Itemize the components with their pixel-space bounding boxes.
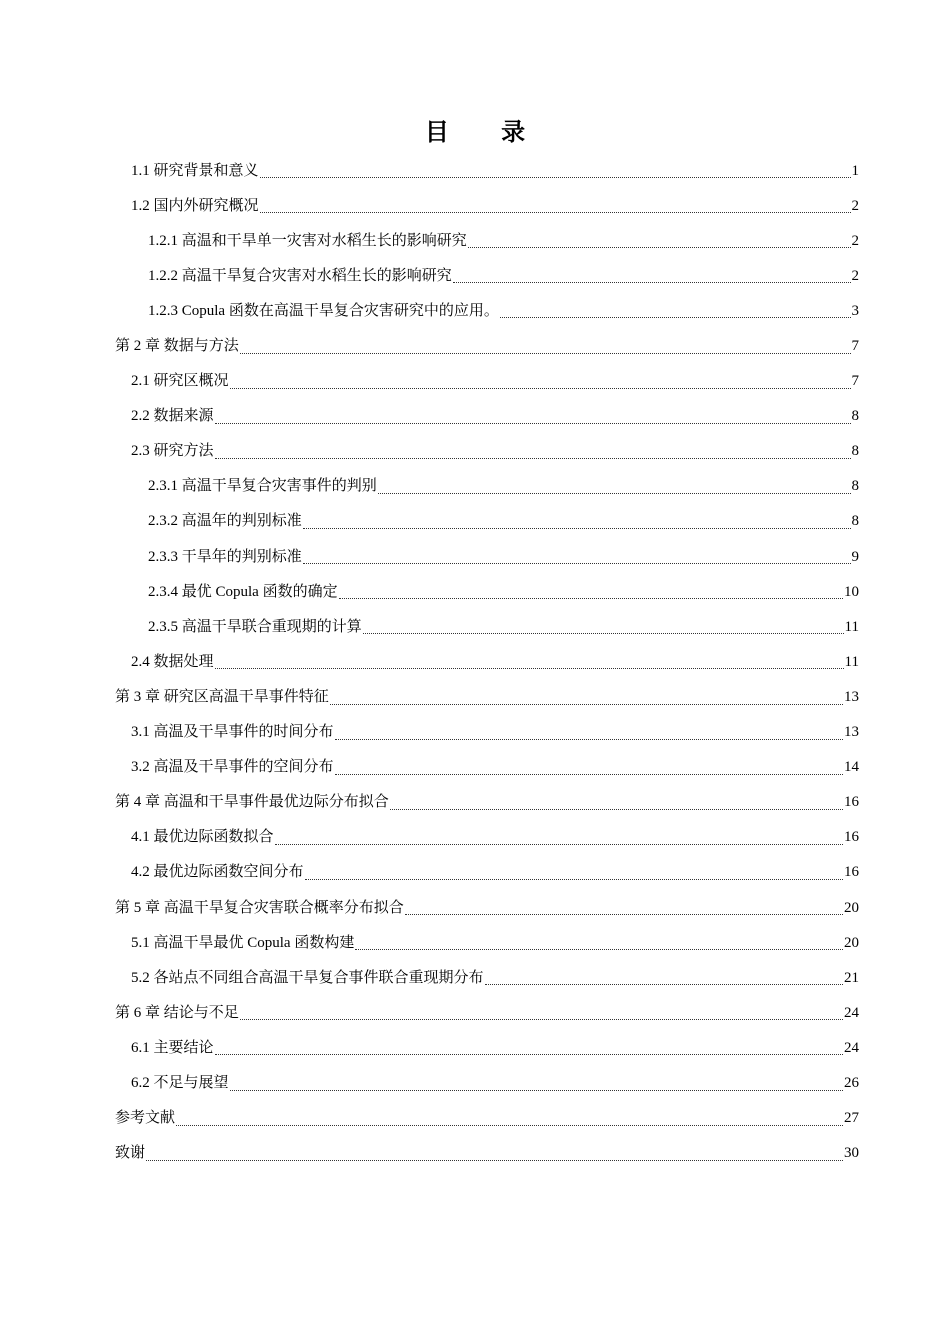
toc-entry-label: 2.3.3 干旱年的判别标准 [148, 548, 302, 565]
toc-entry-label: 参考文献 [115, 1110, 176, 1127]
toc-entry[interactable] [115, 328, 859, 363]
toc-entry[interactable] [115, 434, 859, 469]
toc-entry[interactable] [115, 750, 859, 785]
toc-entry-label: 2.3 研究方法 [131, 443, 214, 460]
toc-entry-label: 5.2 各站点不同组合高温干旱复合事件联合重现期分布 [131, 969, 484, 986]
toc-entry-page-number: 1 [851, 162, 859, 179]
toc-dot-leader [485, 984, 843, 985]
toc-dot-leader [215, 423, 851, 424]
toc-entry[interactable] [115, 469, 859, 504]
toc-entry-page-number: 7 [851, 373, 859, 390]
toc-entry[interactable] [115, 1136, 859, 1171]
toc-dot-leader [378, 493, 851, 494]
toc-entry-label: 3.2 高温及干旱事件的空间分布 [131, 759, 334, 776]
toc-entry-label: 6.1 主要结论 [131, 1039, 214, 1056]
toc-entry[interactable] [115, 153, 859, 188]
toc-entry[interactable] [115, 960, 859, 995]
toc-entry[interactable] [115, 258, 859, 293]
toc-dot-leader [215, 1054, 843, 1055]
toc-entry[interactable] [115, 1030, 859, 1065]
toc-dot-leader [500, 317, 851, 318]
toc-dot-leader [468, 247, 851, 248]
toc-entry[interactable] [115, 1065, 859, 1100]
toc-entry[interactable] [115, 574, 859, 609]
toc-dot-leader [215, 668, 844, 669]
toc-entry-page-number: 24 [844, 1004, 859, 1021]
toc-entry-page-number: 21 [844, 969, 859, 986]
toc-entry-label: 1.2 国内外研究概况 [131, 197, 259, 214]
toc-entry-page-number: 8 [851, 513, 859, 530]
toc-entry-page-number: 2 [851, 267, 859, 284]
toc-entry[interactable] [115, 399, 859, 434]
toc-dot-leader [230, 1090, 843, 1091]
toc-dot-leader [405, 914, 843, 915]
toc-entry-label: 2.3.5 高温干旱联合重现期的计算 [148, 618, 362, 635]
toc-entry-label: 1.2.2 高温干旱复合灾害对水稻生长的影响研究 [148, 267, 452, 284]
toc-entry-label: 2.2 数据来源 [131, 408, 214, 425]
toc-entry[interactable] [115, 644, 859, 679]
toc-dot-leader [335, 739, 843, 740]
toc-entry[interactable] [115, 539, 859, 574]
toc-dot-leader [335, 774, 843, 775]
toc-entry-page-number: 16 [844, 829, 859, 846]
toc-entry-page-number: 10 [844, 583, 859, 600]
toc-entry-page-number: 27 [844, 1110, 859, 1127]
toc-entry-page-number: 7 [851, 338, 859, 355]
toc-entry-page-number: 26 [844, 1074, 859, 1091]
toc-entry[interactable] [115, 785, 859, 820]
toc-entry-label: 1.2.1 高温和干旱单一灾害对水稻生长的影响研究 [148, 232, 467, 249]
toc-entry[interactable] [115, 609, 859, 644]
toc-entry-label: 第 3 章 研究区高温干旱事件特征 [115, 688, 329, 705]
toc-entry-page-number: 16 [844, 794, 859, 811]
toc-dot-leader [305, 879, 843, 880]
toc-dot-leader [453, 282, 851, 283]
toc-entry-page-number: 2 [851, 197, 859, 214]
toc-entry-page-number: 11 [844, 618, 859, 635]
toc-entry-page-number: 11 [844, 653, 859, 670]
toc-dot-leader [303, 528, 851, 529]
toc-entry-label: 1.1 研究背景和意义 [131, 162, 259, 179]
toc-dot-leader [230, 388, 851, 389]
toc-title: 目 录 [424, 118, 548, 147]
toc-dot-leader [275, 844, 843, 845]
toc-dot-leader [260, 212, 851, 213]
toc-dot-leader [390, 809, 843, 810]
toc-dot-leader [215, 458, 851, 459]
toc-entry-label: 2.3.2 高温年的判别标准 [148, 513, 302, 530]
toc-entry-label: 2.3.1 高温干旱复合灾害事件的判别 [148, 478, 377, 495]
toc-dot-leader [330, 704, 843, 705]
toc-entry[interactable] [115, 679, 859, 714]
toc-entry-page-number: 16 [844, 864, 859, 881]
toc-entry[interactable] [115, 364, 859, 399]
toc-entry-page-number: 13 [844, 724, 859, 741]
toc-entry-label: 第 4 章 高温和干旱事件最优边际分布拟合 [115, 794, 389, 811]
toc-entry-label: 3.1 高温及干旱事件的时间分布 [131, 724, 334, 741]
toc-entry-label: 第 6 章 结论与不足 [115, 1004, 239, 1021]
toc-dot-leader [339, 598, 843, 599]
toc-dot-leader [260, 177, 851, 178]
toc-entry-label: 4.2 最优边际函数空间分布 [131, 864, 304, 881]
toc-dot-leader [355, 949, 843, 950]
toc-entry-page-number: 8 [851, 408, 859, 425]
toc-entry-label: 4.1 最优边际函数拟合 [131, 829, 274, 846]
toc-entry-label: 2.3.4 最优 Copula 函数的确定 [148, 583, 338, 600]
toc-entry[interactable] [115, 855, 859, 890]
toc-entry-label: 2.4 数据处理 [131, 653, 214, 670]
toc-dot-leader [303, 563, 851, 564]
toc-entry-page-number: 13 [844, 688, 859, 705]
toc-entry[interactable] [115, 820, 859, 855]
toc-entry[interactable] [115, 1101, 859, 1136]
toc-entry[interactable] [115, 995, 859, 1030]
toc-entry[interactable] [115, 504, 859, 539]
toc-entry-page-number: 30 [844, 1145, 859, 1162]
toc-entry-page-number: 9 [851, 548, 859, 565]
toc-entry[interactable] [115, 715, 859, 750]
toc-entry-page-number: 2 [851, 232, 859, 249]
table-of-contents [115, 153, 859, 1171]
toc-entry-page-number: 20 [844, 934, 859, 951]
toc-entry-label: 致谢 [115, 1145, 146, 1162]
toc-entry-page-number: 20 [844, 899, 859, 916]
toc-entry-label: 1.2.3 Copula 函数在高温干旱复合灾害研究中的应用。 [148, 302, 499, 319]
toc-dot-leader [146, 1160, 843, 1161]
toc-dot-leader [363, 633, 844, 634]
toc-entry[interactable] [115, 223, 859, 258]
toc-entry-page-number: 8 [851, 443, 859, 460]
toc-entry-label: 5.1 高温干旱最优 Copula 函数构建 [131, 934, 355, 951]
toc-entry-page-number: 3 [851, 302, 859, 319]
toc-entry-label: 第 2 章 数据与方法 [115, 338, 239, 355]
toc-entry[interactable] [115, 188, 859, 223]
toc-dot-leader [240, 353, 851, 354]
toc-entry[interactable] [115, 925, 859, 960]
toc-entry-page-number: 8 [851, 478, 859, 495]
toc-entry-label: 6.2 不足与展望 [131, 1074, 229, 1091]
toc-entry[interactable] [115, 890, 859, 925]
toc-dot-leader [240, 1019, 843, 1020]
toc-entry[interactable] [115, 293, 859, 328]
toc-entry-label: 2.1 研究区概况 [131, 373, 229, 390]
toc-entry-page-number: 14 [844, 759, 859, 776]
toc-entry-page-number: 24 [844, 1039, 859, 1056]
toc-dot-leader [176, 1125, 843, 1126]
toc-entry-label: 第 5 章 高温干旱复合灾害联合概率分布拟合 [115, 899, 404, 916]
